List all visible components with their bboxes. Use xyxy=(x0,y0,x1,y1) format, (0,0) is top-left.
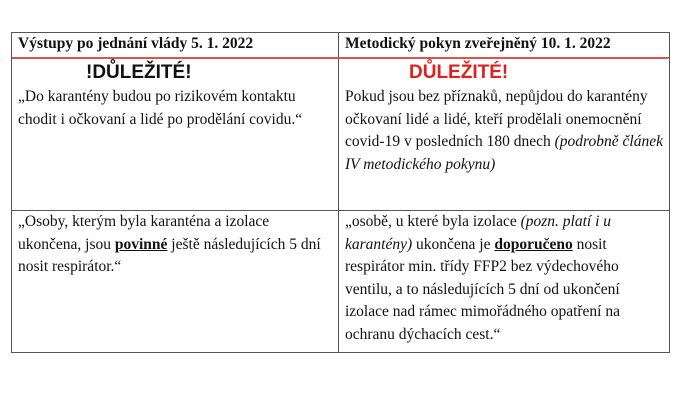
respirator-guideline-text-a: „osobě, u které byla izolace xyxy=(345,213,521,230)
cell-respirator-government xyxy=(12,211,339,353)
cell-respirator-guideline xyxy=(339,211,670,353)
header-methodical-guideline: Metodický pokyn zveřejněný 10. 1. 2022 xyxy=(339,33,670,58)
important-label-left: !DŮLEŽITÉ! xyxy=(86,62,192,83)
respirator-recommended-emphasis: doporučeno xyxy=(494,235,573,253)
respirator-guideline-text-b: ukončena je xyxy=(412,235,495,253)
quarantine-guideline-reference: (podrobně článek IV metodického pokynu) xyxy=(345,133,663,173)
quarantine-guideline-text: Pokud jsou bez příznaků, nepůjdou do karantény očkovaní lidé a lidé, kteří prodělali onemocnění covid-19 v posledních 180 dnech xyxy=(345,88,648,150)
respirator-guideline-note: (pozn. platí i u karantény) xyxy=(345,213,612,253)
respirator-guideline-text-c: nosit respirátor min. třídy FFP2 bez výdechového ventilu, a to následujících 5 dní od ukončení izolace nad rámec mimořádného opatření na ochranu dýchacích cest.“ xyxy=(345,235,620,343)
header-government-outputs: Výstupy po jednání vlády 5. 1. 2022 xyxy=(12,33,339,58)
important-label-right: DŮLEŽITÉ! xyxy=(409,62,509,83)
red-divider-line xyxy=(12,57,668,59)
header-row xyxy=(12,33,670,58)
respirator-mandatory-emphasis: povinné xyxy=(114,235,168,253)
quarantine-government-text: „Do karantény budou po rizikovém kontaktu chodit i očkovaní a lidé po prodělání covidu.“ xyxy=(18,88,303,128)
respirator-government-text-b: ještě následujících 5 dní nosit respirátor.“ xyxy=(18,235,321,275)
table-row xyxy=(12,211,670,353)
respirator-government-text-a: „Osoby, kterým byla karanténa a izolace ukončena, jsou xyxy=(18,213,270,253)
